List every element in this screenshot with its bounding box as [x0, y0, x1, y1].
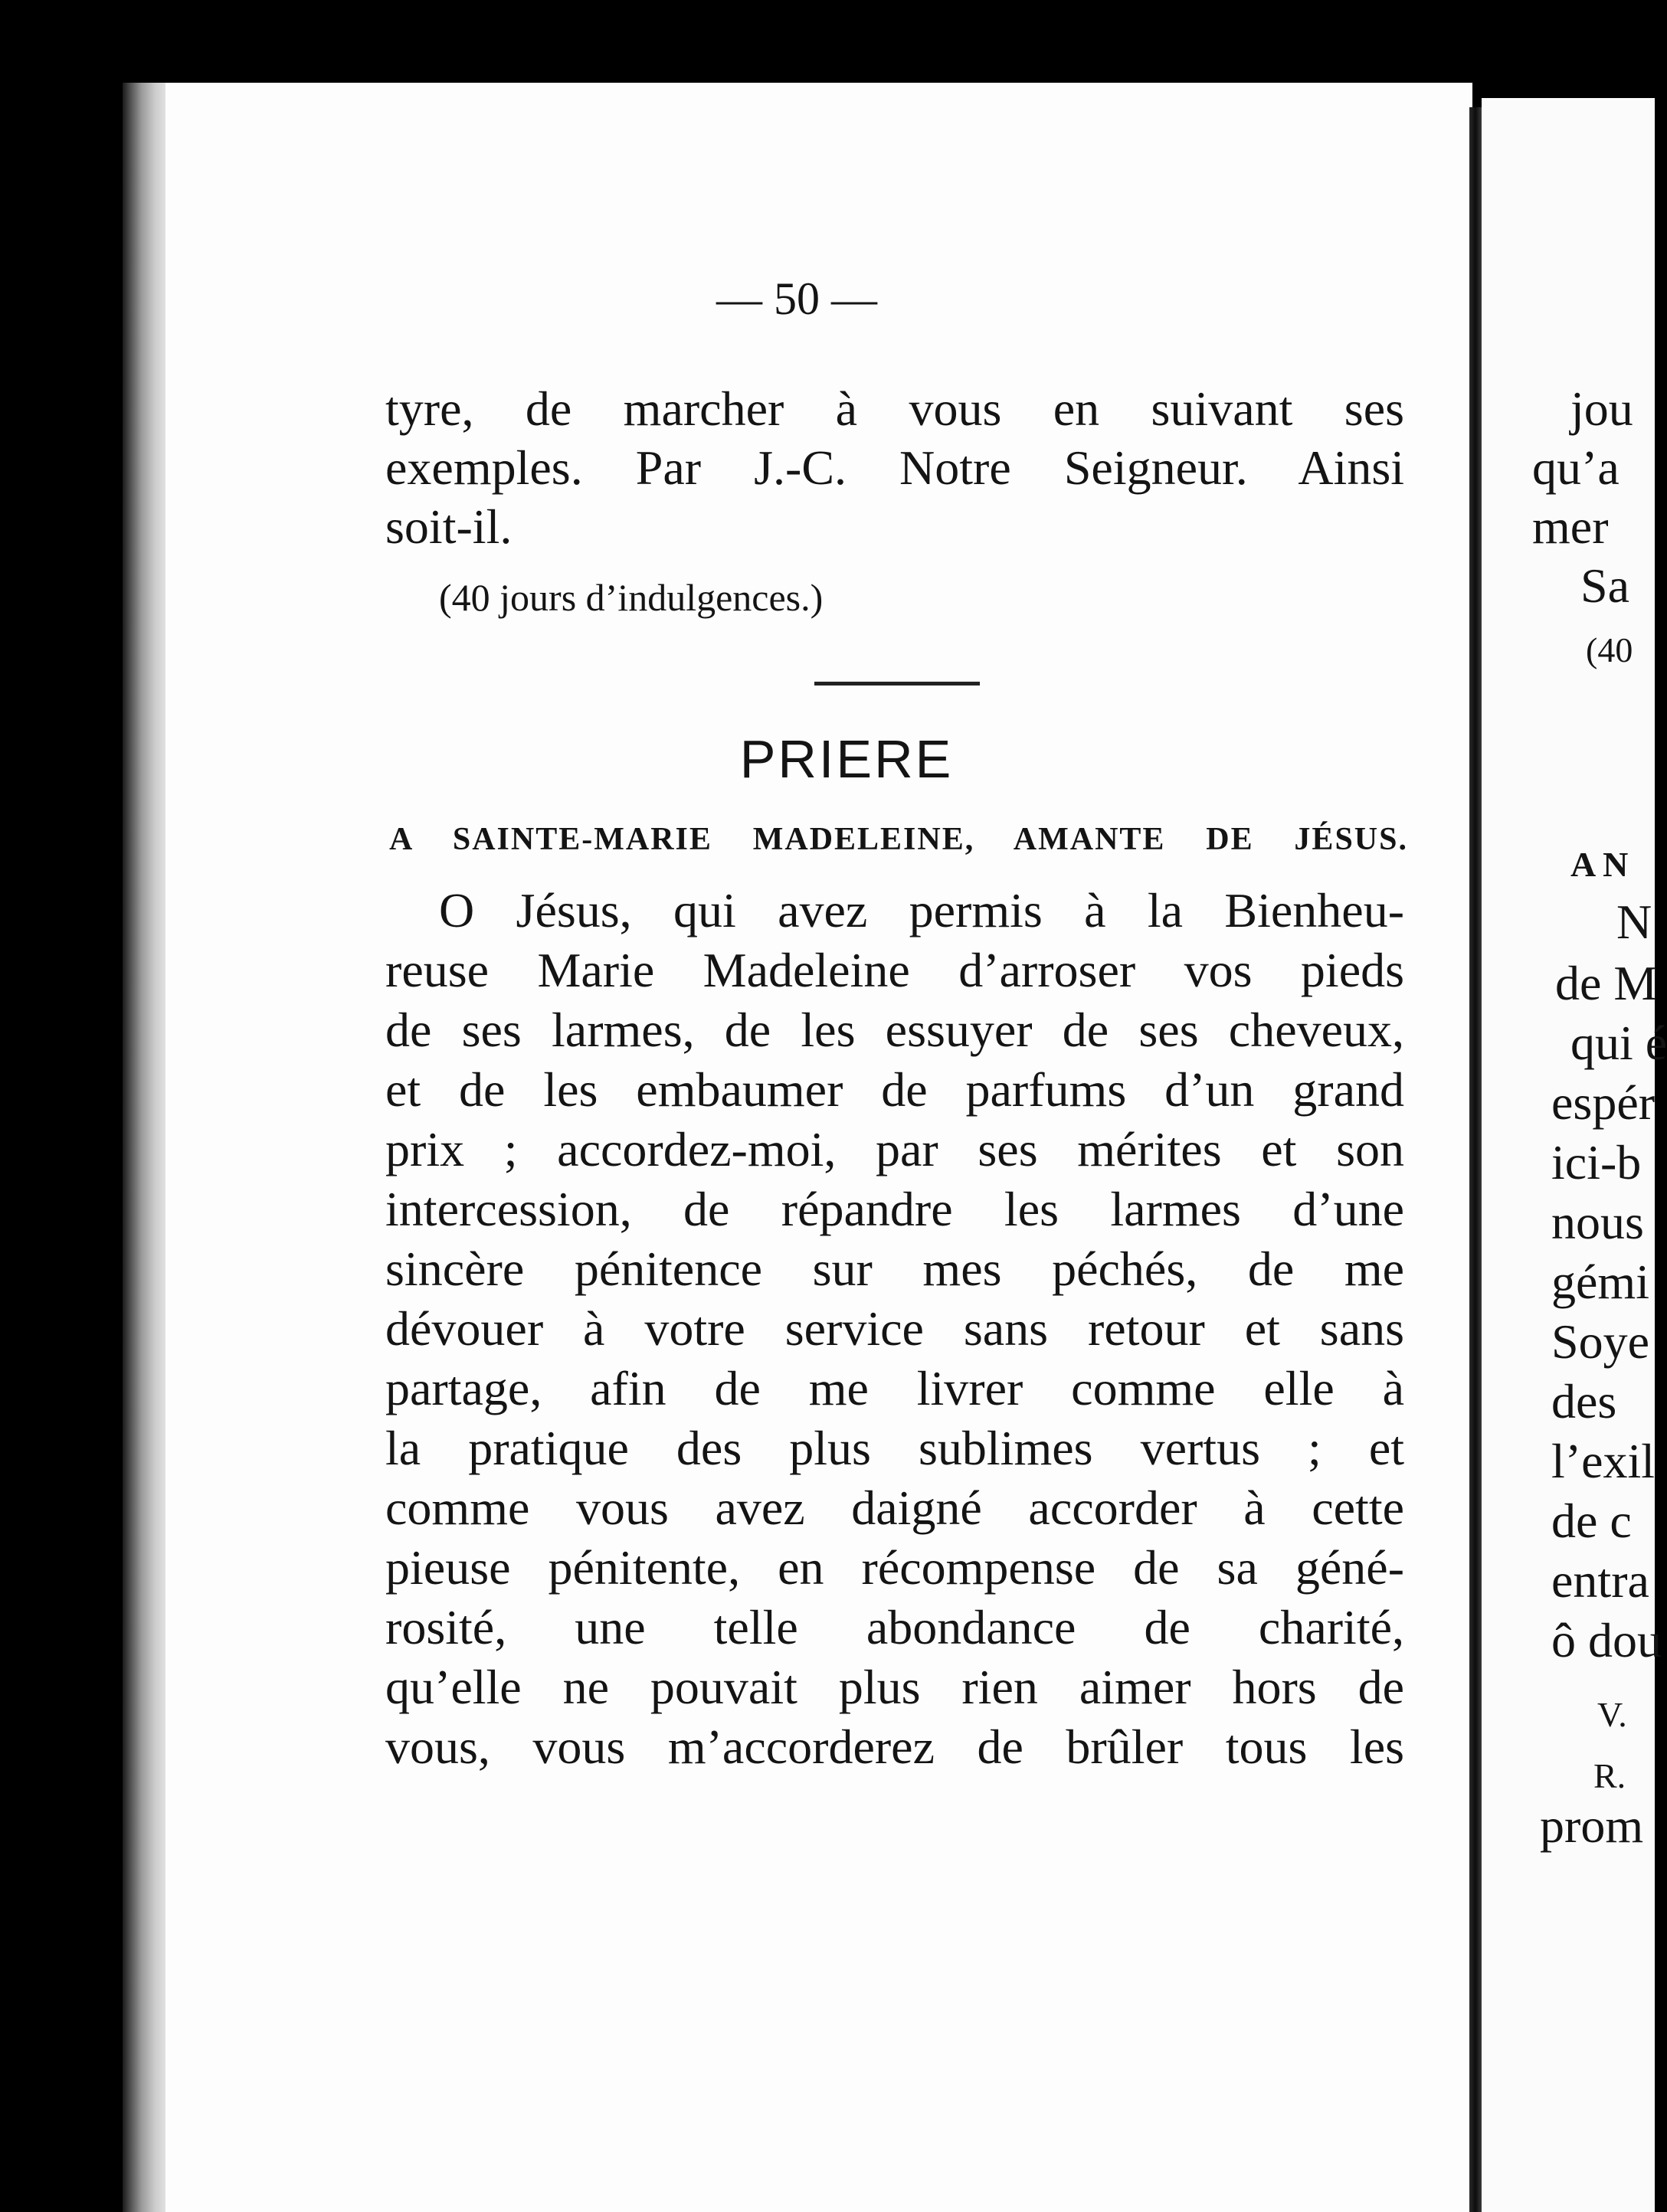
text-line: qu’elle ne pouvait plus rien aimer hors de [385, 1660, 1404, 1714]
section-rule [814, 682, 980, 686]
text-line: prix ; accordez-moi, par ses mérites et son [385, 1122, 1404, 1176]
book-spine [1469, 107, 1482, 2212]
text-line: la pratique des plus sublimes vertus ; et [385, 1421, 1404, 1475]
text-fragment: prom [1540, 1798, 1644, 1853]
text-line: soit-il. [385, 499, 513, 554]
text-fragment: N [1616, 895, 1652, 949]
text-fragment: entra [1551, 1553, 1649, 1608]
text-fragment: gémi [1551, 1255, 1649, 1309]
text-fragment: espér [1551, 1075, 1656, 1130]
text-line: comme vous avez daigné accorder à cette [385, 1481, 1404, 1535]
text-fragment: l’exil [1551, 1434, 1656, 1488]
page-number: — 50 — [716, 273, 877, 324]
text-fragment: (40 [1586, 630, 1633, 669]
text-line: sincère pénitence sur mes péchés, de me [385, 1242, 1404, 1296]
text-line: partage, afin de me livrer comme elle à [385, 1361, 1404, 1415]
text-fragment: ici-b [1551, 1135, 1642, 1189]
text-line: rosité, une telle abondance de charité, [385, 1600, 1404, 1654]
prayer-subtitle: A SAINTE-MARIE MADELEINE, AMANTE DE JÉSUS. [389, 822, 1408, 857]
text-fragment: jou [1570, 381, 1633, 436]
text-fragment: de M [1555, 956, 1658, 1010]
text-line: et de les embaumer de parfums d’un grand [385, 1062, 1404, 1117]
text-line: tyre, de marcher à vous en suivant ses [385, 381, 1404, 436]
text-fragment: V. [1597, 1695, 1627, 1734]
text-fragment: R. [1593, 1756, 1626, 1795]
text-line: intercession, de répandre les larmes d’une [385, 1182, 1404, 1236]
text-fragment: qu’a [1532, 440, 1620, 495]
text-line: pieuse pénitente, en récompense de sa géné- [385, 1540, 1404, 1595]
indulgence-note: (40 jours d’indulgences.) [439, 576, 824, 619]
text-fragment: nous [1551, 1195, 1644, 1249]
text-line: O Jésus, qui avez permis à la Bienheu- [439, 883, 1404, 937]
text-fragment: qui é [1570, 1016, 1667, 1070]
text-fragment: A N [1570, 845, 1629, 884]
text-line: dévouer à votre service sans retour et sans [385, 1301, 1404, 1356]
text-line: reuse Marie Madeleine d’arroser vos pieds [385, 943, 1404, 997]
text-fragment: des [1551, 1374, 1617, 1428]
prayer-title: PRIERE [739, 729, 954, 789]
text-fragment: Soye [1551, 1314, 1649, 1369]
text-line: de ses larmes, de les essuyer de ses cheveux, [385, 1003, 1404, 1057]
text-fragment: de c [1551, 1494, 1632, 1548]
text-line: exemples. Par J.-C. Notre Seigneur. Ainsi [385, 440, 1404, 495]
book-binding [123, 83, 170, 2212]
text-line: vous, vous m’accorderez de brûler tous les [385, 1720, 1404, 1774]
text-fragment: ô dou [1551, 1613, 1662, 1667]
text-fragment: Sa [1580, 558, 1629, 613]
text-fragment: mer [1532, 499, 1609, 554]
